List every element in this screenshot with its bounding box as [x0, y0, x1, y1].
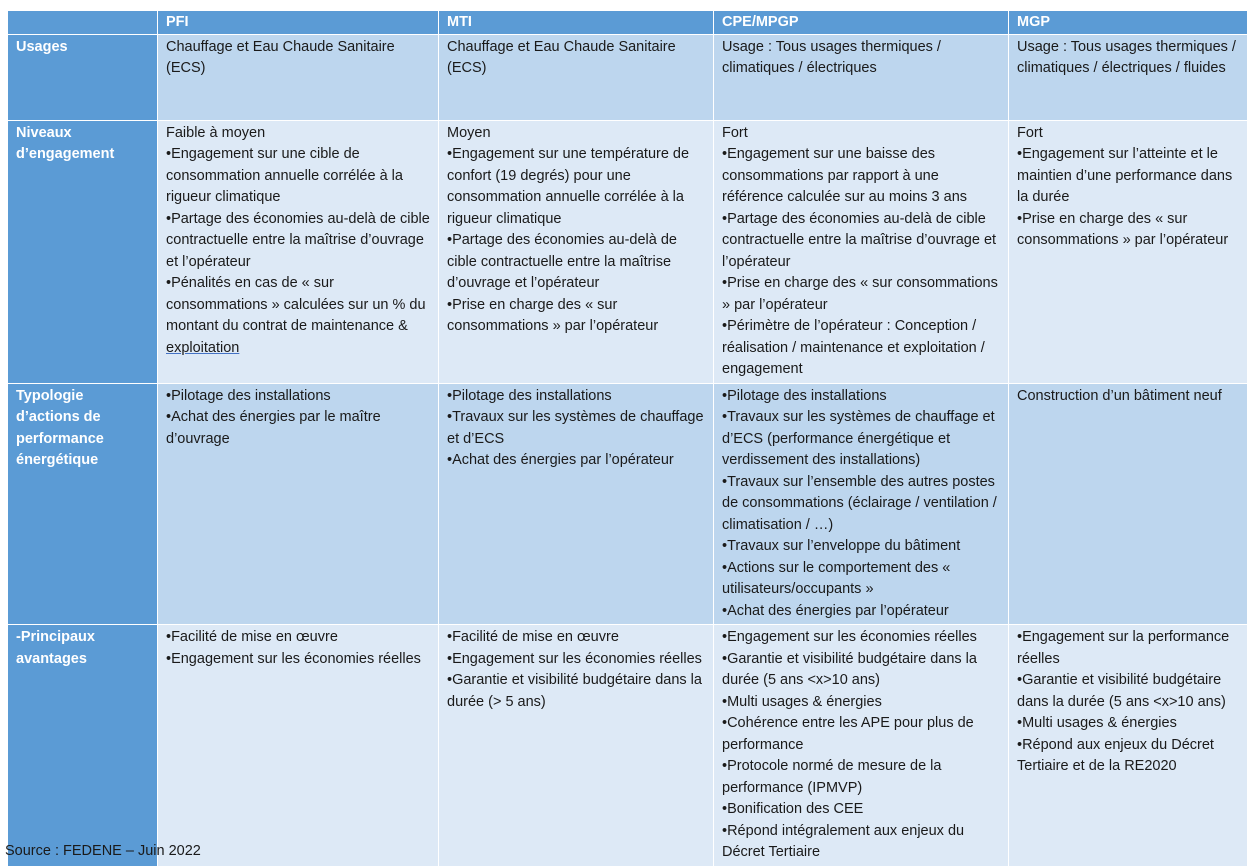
cell-line: •Pilotage des installations	[447, 387, 612, 404]
cell-line: •Travaux sur les systèmes de chauffage et d’ECS	[447, 409, 704, 447]
source-note: Source : FEDENE – Juin 2022	[5, 843, 201, 859]
cell-line: •Multi usages & énergies	[722, 693, 882, 710]
cell-line: •Engagement sur les économies réelles	[722, 629, 977, 645]
row-header: Niveaux d’engagement	[8, 120, 158, 383]
row-header: Usages	[8, 34, 158, 120]
column-header-mgp: MGP	[1009, 11, 1248, 35]
cell-line: •Pilotage des installations	[166, 387, 331, 404]
cell-line: •Multi usages & énergies	[1017, 715, 1177, 731]
cell-line: Usage : Tous usages thermiques / climatiques / électriques / fluides	[1017, 38, 1236, 76]
cell-line: •Garantie et visibilité budgétaire dans la durée (> 5 ans)	[447, 672, 702, 710]
table-cell	[1009, 383, 1248, 625]
cell-line: •Travaux sur les systèmes de chauffage et d’ECS (performance énergétique et verdissement des installations)	[722, 409, 995, 468]
cell-line: •Travaux sur l’enveloppe du bâtiment	[722, 538, 961, 554]
cell-line: •Prise en charge des « sur consommations » par l’opérateur	[722, 275, 998, 313]
header-corner	[8, 11, 158, 35]
cell-line: •Périmètre de l’opérateur : Conception / réalisation / maintenance et exploitation / engagement	[722, 318, 985, 377]
table-body	[8, 34, 1248, 866]
table-cell	[714, 120, 1009, 383]
cell-line: •Engagement sur les économies réelles	[447, 650, 702, 667]
cell-line: •Actions sur le comportement des « utilisateurs/occupants »	[722, 559, 951, 597]
comparison-table	[7, 10, 1248, 867]
table-cell	[158, 383, 439, 625]
cell-line: •Prise en charge des « sur consommations » par l’opérateur	[1017, 210, 1229, 248]
cell-line: Construction d’un bâtiment neuf	[1017, 387, 1222, 404]
cell-line: •Prise en charge des « sur consommations » par l’opérateur	[447, 296, 659, 334]
cell-line: Chauffage et Eau Chaude Sanitaire (ECS)	[447, 38, 676, 76]
table-cell	[1009, 625, 1248, 867]
row-niveaux-engagement	[8, 120, 1248, 383]
cell-line: Fort	[722, 124, 748, 141]
cell-line: •Garantie et visibilité budgétaire dans la durée (5 ans <x>10 ans)	[1017, 672, 1226, 710]
cell-line: •Pénalités en cas de « sur consommations » calculées sur un % du montant du contrat de maintenance &	[166, 275, 426, 334]
row-principaux-avantages	[8, 625, 1248, 867]
cell-line: •Partage des économies au-delà de cible contractuelle entre la maîtrise d’ouvrage et l’opérateur	[166, 210, 430, 270]
table-cell	[439, 383, 714, 625]
column-header-mti: MTI	[439, 11, 714, 35]
cell-line: •Achat des énergies par le maître d’ouvrage	[166, 409, 381, 447]
table-cell	[158, 625, 439, 867]
cell-line: •Engagement sur une cible de consommation annuelle corrélée à la rigueur climatique	[166, 146, 403, 205]
table-cell	[439, 625, 714, 867]
column-header-pfi: PFI	[158, 11, 439, 35]
row-usages	[8, 34, 1248, 120]
cell-line: •Répond aux enjeux du Décret Tertiaire et de la RE2020	[1017, 736, 1214, 774]
table-cell	[158, 120, 439, 383]
cell-line: •Partage des économies au-delà de cible contractuelle entre la maîtrise d’ouvrage et l’opérateur	[447, 232, 677, 291]
table-cell	[714, 34, 1009, 120]
cell-line: •Cohérence entre les APE pour plus de performance	[722, 715, 974, 753]
cell-line: Chauffage et Eau Chaude Sanitaire (ECS)	[166, 38, 395, 76]
cell-line: •Engagement sur une température de confort (19 degrés) pour une consommation annuelle corrélée à la rigueur climatique	[447, 146, 690, 227]
cell-line: •Engagement sur la performance réelles	[1017, 629, 1230, 667]
row-header: -Principaux avantages	[8, 625, 158, 867]
cell-line: Moyen	[447, 124, 491, 141]
cell-line: •Facilité de mise en œuvre	[166, 629, 338, 645]
cell-line: •Engagement sur les économies réelles	[166, 650, 421, 667]
table-cell	[714, 383, 1009, 625]
cell-line: •Engagement sur une baisse des consommations par rapport à une référence calculée sur au moins 3 ans	[722, 146, 968, 205]
table-cell	[439, 120, 714, 383]
cell-line: •Garantie et visibilité budgétaire dans la durée (5 ans <x>10 ans)	[722, 650, 977, 688]
cell-line: •Travaux sur l’ensemble des autres postes de consommations (éclairage / ventilation / climatisation / …)	[722, 473, 997, 533]
row-header: Typologie d’actions de performance énergétique	[8, 383, 158, 625]
cell-line: exploitation	[166, 339, 240, 356]
table-cell	[158, 34, 439, 120]
cell-line: •Pilotage des installations	[722, 387, 887, 404]
table-cell	[714, 625, 1009, 867]
cell-line: •Protocole normé de mesure de la performance (IPMVP)	[722, 758, 942, 796]
cell-line: •Bonification des CEE	[722, 801, 864, 817]
cell-line: •Engagement sur l’atteinte et le maintien d’une performance dans la durée	[1017, 146, 1233, 205]
cell-line: Usage : Tous usages thermiques / climatiques / électriques	[722, 38, 941, 76]
cell-line: •Achat des énergies par l’opérateur	[447, 452, 674, 468]
cell-line: •Facilité de mise en œuvre	[447, 629, 619, 645]
table-cell	[1009, 120, 1248, 383]
table-cell	[1009, 34, 1248, 120]
table-cell	[439, 34, 714, 120]
cell-line: Fort	[1017, 124, 1043, 141]
cell-line: •Répond intégralement aux enjeux du Décret Tertiaire	[722, 822, 965, 860]
cell-line: Faible à moyen	[166, 124, 266, 141]
cell-line: •Partage des économies au-delà de cible contractuelle entre la maîtrise d’ouvrage et l’opérateur	[722, 210, 997, 270]
table-header-row	[8, 11, 1248, 35]
column-header-cpe-mpgp: CPE/MPGP	[714, 11, 1009, 35]
cell-line: •Achat des énergies par l’opérateur	[722, 602, 949, 619]
row-typologie-actions	[8, 383, 1248, 625]
